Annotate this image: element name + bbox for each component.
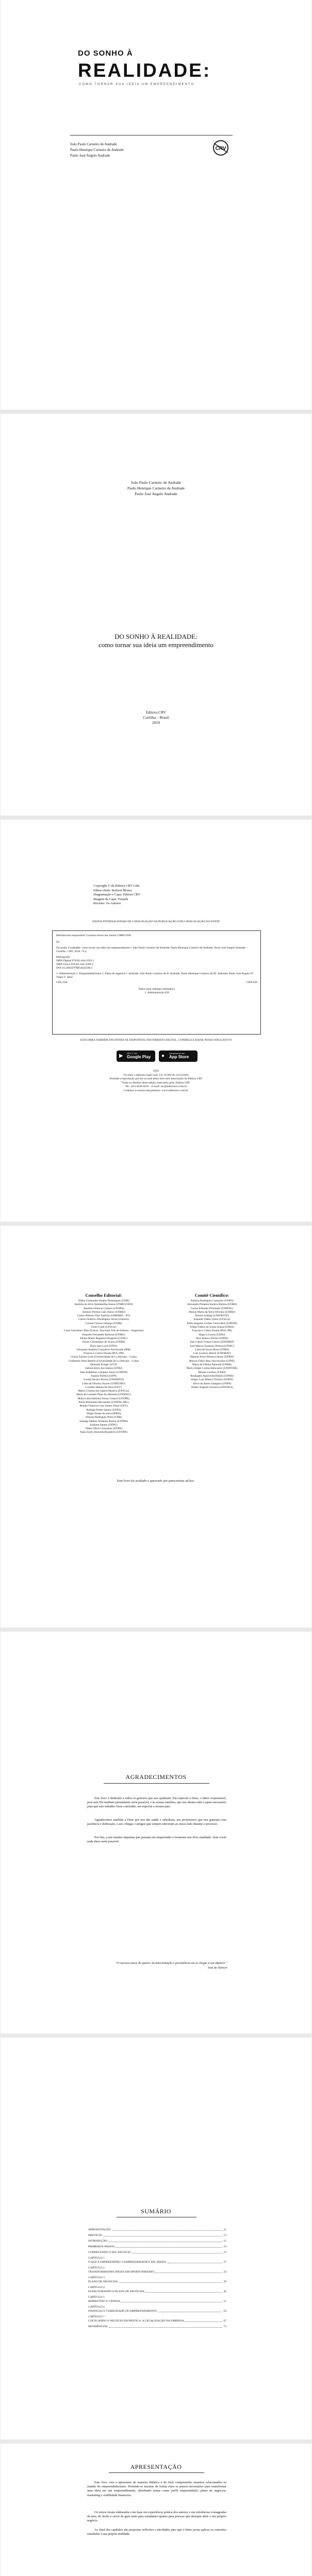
council-member: Fábio Augusto Gomes Vieira Reis (UNESP): [187, 1321, 237, 1325]
editorial-council-list: [52, 1299, 155, 1435]
council-member: Walter Augusto Teixeira (UNIVALI): [191, 1385, 233, 1389]
ack-paragraph: Agradecemos também a Deus por nos dar saúde e sabedoria, aos professores que nos guiaram com paciência e dedicação, e aos colegas e amigos que sempre estiveram ao nosso lado durante o processo.: [87, 1818, 226, 1826]
cover-author: Paulo Henrique Carneiro de Andrade: [70, 148, 124, 152]
badge-big-text: App Store: [169, 1055, 189, 1059]
council-member: Adilson Rodrigues Camacho (UFRN): [190, 1299, 234, 1302]
toc-dot-leader: [116, 2247, 222, 2248]
publisher-year: 2019: [152, 720, 160, 725]
publisher-place: Curitiba – Brasil: [143, 715, 169, 720]
editorial-council: [52, 1293, 155, 1435]
council-member: Luís Gustavo Hertal (UNEMAT): [193, 1352, 231, 1355]
cip-entry: Do sonho à realidade: como tornar sua ideia um empreendimento / João Paulo Carneiro de Andrade, Paulo Henrique Carneiro de Andrade, Paulo José Angelo Andrade – Curitiba : CRV, 2019. 74 p.: [56, 946, 248, 953]
council-member: Hugo Lovisolo (UERJ): [199, 1333, 225, 1336]
presentation-paragraph: Os textos foram elaborados com base em experiência prática dos autores e em referências consagradas da área, de modo a servir de guia tanto para estudantes quanto para pessoas que desejam abrir o seu próprio negócio.: [87, 2511, 226, 2523]
council-member: Jailson Alves dos Santos (UFRJ): [85, 1367, 123, 1370]
credit-line: Diagramação e Capa: Editora CRV: [93, 893, 141, 896]
toc-dot-leader: [109, 2327, 223, 2328]
heading-rule: [109, 2472, 204, 2473]
council-member: Jairo Ramos Ferrão (UFRN): [195, 1336, 228, 1340]
toc-page-number: 11: [223, 2228, 226, 2231]
council-member: Liana de Souza Rosa (UFRN): [195, 1348, 229, 1351]
badge-big-text: Google Play: [127, 1055, 151, 1059]
council-member: Guillermo Arias Beatón (Universidade de La Havana – Cuba): [69, 1359, 139, 1363]
council-member: Carlos Alberto Vilar Estêvão (UMINHO – PT): [77, 1314, 130, 1318]
toc-page-number: 45: [223, 2290, 226, 2293]
toc-entry[interactable]: [88, 2240, 226, 2243]
toc-title: COLOCANDO O NEGÓCIO EM PRÁTICA: A LEGALIZAÇÃO DA EMPRESA: [88, 2319, 184, 2323]
toc-entry[interactable]: [88, 2228, 226, 2232]
epigraph-text: “O sucesso nasce do querer, da determinação e persistência em se chegar a um objetivo.”: [115, 1962, 227, 1965]
council-member: Cesar Gerónimo Tello (Univer. Nacional Três de Febrero – Argentina): [63, 1329, 144, 1333]
toc-title: INTRODUÇÃO: [88, 2240, 107, 2243]
toc-entry[interactable]: [88, 2234, 226, 2238]
council-member: Marcos Fábio Reis Vasconcelos (UFPE): [189, 1359, 235, 1363]
council-member: Helmuth Krüger (UCP): [90, 1363, 117, 1367]
council-member: Solange Helena Ximenes-Rocha (UFOPA): [79, 1419, 128, 1423]
cip-title: DADOS INTERNACIONAIS DE CATALOGAÇÃO NA PUBLICAÇÃO (CIP) CATALOGAÇÃO NA FONTE: [92, 920, 220, 923]
ack-paragraph: Este livro é dedicado a todos os gestores que nos ajudaram. Em especial a Deus, o único responsável, pois sem Ele nenhum pensamento seria possível, e às nossas famílias, que nos deram todo o apoio necessário para que este trabalho fosse concluído, em especial a nossos pais.: [87, 1797, 226, 1809]
presentation-heading: APRESENTAÇÃO: [130, 2463, 182, 2470]
rights-line: Tel.: (41) 3039-6418 – E-mail: sac@editoracrv.com.br: [125, 1085, 187, 1088]
council-member: Lourdes Helena da Silva (UFV): [85, 1385, 122, 1389]
council-member: José Márcio Tassinari Pereira (UFMG): [190, 1344, 234, 1348]
toc-row: [88, 2290, 226, 2294]
credits-block: [93, 884, 140, 906]
toc-title: MARKETING E VENDAS: [88, 2300, 121, 2303]
toc-heading: SUMÁRIO: [141, 2208, 171, 2215]
cip-isbn: ISBN Digital 978-85-444-3593-1: [56, 959, 94, 962]
council-member: Maria Lília Imbiriba Sousa Colares (UFOPA): [77, 1397, 130, 1400]
council-member: José Carlos Freitas Lemos (UNEMAT): [190, 1341, 234, 1344]
toc-row: [88, 2280, 226, 2284]
council-member: Aldira Guimarães Duarte Domínguez (UNB): [78, 1299, 129, 1302]
council-member: Josania Portela (UFPI): [90, 1374, 117, 1378]
council-member: João Adalberto Campato Junior (UNESP): [80, 1370, 127, 1374]
badge-small-text: Download on the: [169, 1052, 185, 1055]
ack-paragraph: Por fim, a sete mentes inquietas que pensam em empreender e tornaram este livro realidade. Sem vocês nada disso seria possível.: [87, 1836, 227, 1844]
cip-isbn: ISBN Físico 978-85-444-3596-3: [56, 963, 93, 966]
title-line-1: DO SONHO À REALIDADE:: [114, 633, 198, 640]
toc-entry[interactable]: [88, 2296, 226, 2303]
toc-title: TRANSFORMANDO IDEIAS EM OPORTUNIDADES: [88, 2270, 154, 2274]
title-line-2: como tornar sua ideia um empreendimento: [98, 641, 214, 649]
toc-entry[interactable]: [88, 2286, 226, 2294]
crv-logo-icon: [208, 138, 234, 158]
peer-review-note: Este livro foi avaliado e aprovado por pareceristas ad hoc.: [117, 1479, 195, 1483]
toc-dot-leader: [185, 2321, 223, 2322]
epigraph: [1, 1961, 227, 1971]
title-page-title: [1, 633, 311, 649]
council-member: Eduardo Tadeu Vieira (UFSCar): [193, 1318, 231, 1321]
scientific-committee-heading: Comitê Científico:: [194, 1293, 229, 1298]
title-page-author: João Paulo Carneiro de Andrade: [130, 480, 182, 485]
cover-subtitle: COMO TORNAR SUA IDEIA UM EMPREENDIMENTO: [79, 83, 195, 86]
council-member: Francisco Carlos Duarte (PUC-PR): [84, 1352, 124, 1355]
toc-page-number: 15: [223, 2240, 226, 2243]
council-member: Gloria Fariñas León (Universidade de La Havana – Cuba): [71, 1355, 137, 1359]
editorial-council-heading: Conselho Editorial:: [85, 1293, 122, 1298]
council-member: Renato Francisco dos Santos Paula (UFG): [79, 1404, 128, 1408]
toc-title: REFERÊNCIAS: [88, 2325, 108, 2328]
title-page-author: Paulo Henrique Carneiro de Andrade: [127, 486, 185, 490]
council-member: Tadeu Oliver Gonçalves (UFPA): [85, 1427, 122, 1431]
toc-entry[interactable]: [88, 2251, 226, 2255]
council-page: [1, 1226, 311, 1628]
toc-row: [88, 2228, 226, 2232]
toc-title: PRIMEIROS PASSOS: [88, 2245, 115, 2248]
rights-line: Proibida a reprodução parcial ou total desta obra sem autorização da Editora CRV: [109, 1077, 203, 1080]
cip-index-entry: 1. Administração 658: [144, 991, 169, 994]
cover-author: João Paulo Carneiro de Andrade: [70, 142, 117, 146]
google-play-badge[interactable]: [117, 1050, 155, 1062]
title-page-authors: [1, 480, 311, 497]
app-store-badge[interactable]: [159, 1050, 198, 1062]
council-member: Sérgio Nunes de Jesus (IFRO): [86, 1412, 121, 1415]
toc-chapter-label: CAPÍTULO 7: [88, 2315, 105, 2318]
toc-title: PREFÁCIO: [88, 2234, 103, 2237]
toc-row: [88, 2251, 226, 2255]
publisher-name: Editora CRV: [146, 710, 166, 715]
presentation-paragraph: Ao final dos capítulos são propostas reflexões e atividades para que o leitor possa aplicar os conceitos estudados à sua própria realidade.: [87, 2528, 226, 2536]
cip-librarian: Bibliotecária responsável: Luzenira Alves dos Santos CRB9/1506: [56, 934, 131, 937]
cip-subjects: 1. Administração 2. Empreendedorismo 3. Plano de negócios I. Andrade, João Paulo Carneiro de II. Andrade, Paulo Henrique Carneiro de III. Andrade, Paulo José Angelo IV. Título V. Série: [56, 972, 254, 979]
toc-row: [88, 2270, 226, 2274]
toc-chapter-label: CAPÍTULO 1: [88, 2257, 105, 2260]
acknowledgments-page: [1, 1632, 311, 2033]
toc-page-number: 23: [223, 2251, 226, 2254]
toc-row: [88, 2310, 226, 2313]
council-member: Sérgio Luiz Ribeiro Tenório (UFRN): [191, 1378, 233, 1382]
toc-row: [88, 2240, 226, 2243]
council-member: Elizeu Clementino de Souza (UNEB): [82, 1341, 125, 1344]
council-member: Celso Conti (UFSCar): [91, 1326, 117, 1329]
title-page-author: Paulo José Angelo Andrade: [135, 492, 177, 496]
scientific-committee: [160, 1293, 264, 1389]
council-member: Rosângela Aparecida Hilário (UFMS): [190, 1374, 234, 1378]
toc-entry[interactable]: [88, 2245, 226, 2249]
epigraph-author: José de Alencar: [207, 1967, 227, 1970]
rights-line: Foi feito o depósito legal conf. Lei 10.994 de 14/12/2004: [123, 1073, 189, 1077]
ebook-notice: ESTA OBRA TAMBÉM ENCONTRA-SE DISPONÍVEL EM FORMATO DIGITAL. CONHEÇA E BAIXE NOSSO APLICATIVO!: [80, 1039, 232, 1042]
presentation-paragraph: Este livro visa a apresentar de maneira didática e de fácil compreensão assuntos relacionados ao mundo do empreendedorismo. Pretende-se mostrar de forma clara os passos necessários para transformar uma ideia em um empreendimento, abordando temas como perfil empreendedor, plano de negócios, marketing e viabilidade financeira.: [87, 2481, 226, 2497]
council-member: Carmen Tereza Velanga (UNIR): [85, 1321, 122, 1325]
credit-line: Imagem da Capa: Freepik: [93, 897, 128, 901]
cover-big-title: REALIDADE:: [78, 60, 211, 81]
app-store-badges: [117, 1050, 199, 1063]
toc-title: PLANO DE NEGÓCIOS: [88, 2280, 118, 2283]
toc-list: [88, 2228, 226, 2331]
toc-page-number: 27: [223, 2261, 226, 2264]
council-member: Lídia de Oliveira Xavier (UNIEURO): [82, 1382, 125, 1385]
toc-page-number: 13: [223, 2234, 226, 2237]
council-member: Renato Cardoso (UERJ): [198, 1370, 226, 1374]
cover-page: [1, 0, 311, 410]
toc-entry[interactable]: [88, 2315, 226, 2323]
council-member: Sydione Santos (UEPG): [90, 1423, 118, 1427]
cover-authors: [70, 142, 124, 159]
toc-title: FINANÇAS E VIABILIDADE DO EMPREENDIMENTO: [88, 2310, 157, 2313]
cip-cdu: CDU 658: [56, 981, 68, 984]
council-member: Antônio Pereira Gaio Júnior (UFRRJ): [82, 1310, 125, 1314]
council-member: Rodrigo Pratte-Santos (UFES): [86, 1408, 121, 1412]
apple-icon: ●: [161, 1053, 165, 1059]
rights-line: Conheça os nossos lançamentos: www.editoracrv.com.br: [124, 1089, 188, 1092]
toc-row: [88, 2261, 226, 2264]
council-member: Denise Maria da Silva Oliveira (UFRRJ): [189, 1310, 235, 1314]
council-member: Elione Maria Nogueira Diogenes (UFAL): [80, 1336, 127, 1340]
toc-entry[interactable]: [88, 2266, 226, 2274]
toc-row: [88, 2300, 226, 2303]
toc-entry[interactable]: [88, 2257, 226, 2264]
council-member: Tania Suely Azevedo Brasileiro (UFOPA): [79, 1431, 128, 1434]
cover-author: Paulo José Angelo Andrade: [70, 154, 110, 158]
council-member: Eduardo Fernandes Barbosa (UFMG): [82, 1333, 125, 1336]
toc-title: APRESENTAÇÃO: [88, 2228, 111, 2231]
toc-chapter-label: CAPÍTULO 3: [88, 2276, 105, 2279]
toc-title: CONHECENDO O SEU NEGÓCIO: [88, 2251, 131, 2254]
toc-row: [88, 2325, 226, 2329]
play-icon: ▶: [119, 1053, 123, 1059]
toc-entry[interactable]: [88, 2276, 226, 2284]
toc-title: ESTRUTURANDO O PLANO DE NEGÓCIOS: [88, 2290, 145, 2293]
council-member: Alexandre Pimenta Saraiva Batista (UFMS): [187, 1303, 237, 1307]
council-member: Élsio José Corá (UFFS): [90, 1344, 118, 1348]
council-member: Dinorá Schlögl (UNIOESTE): [195, 1314, 229, 1318]
toc-page-number: 67: [223, 2319, 226, 2323]
toc-dot-leader: [145, 2292, 222, 2293]
council-member: Manoel Alves Bezerra Júnior (UFRN): [190, 1355, 234, 1359]
toc-row: [88, 2245, 226, 2249]
cip-cdd: CDD 658: [246, 981, 257, 984]
presentation-page: [1, 2444, 311, 2576]
council-member: Simone Rodrigues Pinto (UNB): [85, 1416, 122, 1419]
council-member: Paulo Romualdo Hernandes (UNIFAL-MG): [78, 1401, 129, 1404]
acknowledgments-heading: AGRADECIMENTOS: [125, 1773, 187, 1781]
credit-line: Revisão: Os Autores: [93, 902, 121, 905]
title-page: [1, 414, 311, 816]
rights-line: Todos os direitos desta edição reservados pela: Editora CRV: [122, 1081, 190, 1084]
council-member: Maria de Lourdes Pinto de Almeida (UNOESC): [76, 1393, 131, 1397]
toc-page-number: 73: [223, 2325, 226, 2328]
council-member: Francisco Carlos Duarte (PUC-PR): [192, 1329, 232, 1333]
toc-row: [88, 2234, 226, 2238]
council-member: Maria de Fátima Almeida (UNEB): [192, 1363, 232, 1367]
toc-chapter-label: CAPÍTULO 4: [88, 2286, 105, 2289]
toc-dot-leader: [112, 2230, 223, 2231]
council-member: Mario Sergio Cunha Alencastro (UNINTER): [186, 1367, 238, 1370]
council-member: Felipe Fidelis de Souza Sousa (UFRA): [190, 1326, 234, 1329]
cip-bibliography: Bibliografia: [56, 956, 70, 959]
toc-chapter-label: CAPÍTULO 2: [88, 2266, 105, 2269]
council-member: Maria Cristina dos Santos Bezerra (UFSCar): [78, 1389, 129, 1393]
cip-doi: DOI 10.24824/978854443596.3: [56, 967, 93, 970]
rights-line: 2019: [153, 1070, 159, 1073]
copyright-page: [1, 820, 311, 1222]
council-member: Andréia da Silva Quintanilha Sousa (UNIR/UFRN): [74, 1303, 133, 1307]
council-member: Anselmo Alencar Colares (UFOPA): [83, 1307, 124, 1310]
crv-logo-text: CRV: [215, 146, 226, 151]
toc-dot-leader: [119, 2282, 222, 2283]
toc-chapter-label: CAPÍTULO 6: [88, 2306, 105, 2309]
toc-page-number: 39: [223, 2280, 226, 2283]
rights-block: [52, 1070, 260, 1093]
toc-title: O QUE É EMPREENDER? O EMPREENDEDOR E SEU PERFIL: [88, 2261, 167, 2264]
council-member: Leonel Severo Rocha (UNISINOS): [83, 1378, 124, 1382]
toc-page-number: 51: [223, 2300, 226, 2303]
credit-line: Editor-chefe: Railson Moura: [93, 888, 132, 892]
toc-page: [1, 2038, 311, 2439]
council-member: Carlos Federico Domínguez Avila (Unieuro): [78, 1318, 129, 1321]
cover-top-title: DO SONHO À: [78, 49, 133, 58]
title-page-publisher: [1, 710, 311, 725]
cip-text-block: [56, 934, 257, 995]
toc-entry[interactable]: [88, 2306, 226, 2313]
council-member: Carlos Eduardo Pizzolatto (UNIFAL): [190, 1307, 234, 1310]
toc-entry[interactable]: [88, 2325, 226, 2329]
heading-rule: [104, 1783, 209, 1784]
toc-chapter-label: CAPÍTULO 5: [88, 2296, 105, 2299]
toc-page-number: 19: [223, 2245, 226, 2248]
council-member: Fernando Antônio Gonçalves Alcoforado (IPB): [76, 1348, 131, 1351]
cip-index-title: Índice para catálogo sistemático: [138, 988, 175, 991]
cip-code: D5: [56, 941, 60, 944]
scientific-committee-list: [160, 1299, 264, 1389]
council-member: Silvio de Abreu Sampaio (UFRN): [192, 1382, 232, 1385]
toc-page-number: 59: [223, 2310, 226, 2313]
toc-page-number: 33: [223, 2270, 226, 2274]
badge-small-text: GET IT ON: [127, 1052, 137, 1055]
toc-row: [88, 2319, 226, 2323]
credit-line: Copyright © da Editora CRV Ltda: [93, 884, 140, 888]
